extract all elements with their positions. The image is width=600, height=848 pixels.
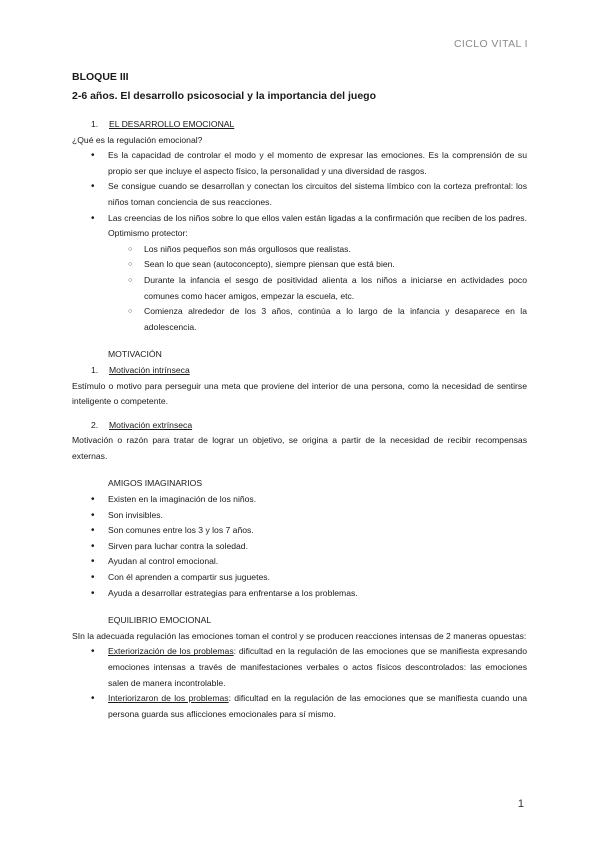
intrinsic-heading bbox=[72, 363, 527, 379]
list-item: ○ Durante la infancia el sesgo de positividad alienta a los niños a iniciarse en actividades poco comunes como hacer amigos, empezar la escuela, etc. bbox=[72, 273, 527, 304]
section-title: EL DESARROLLO EMOCIONAL bbox=[109, 119, 235, 129]
emotional-regulation-list bbox=[72, 148, 527, 242]
definition: : dificultad en la regulación de las emociones que se manifiesta cuando una persona guarda sus aflicciones emocionales para sí mismo. bbox=[108, 693, 528, 719]
list-item: • Son comunes entre los 3 y los 7 años. bbox=[72, 523, 527, 539]
imaginary-friends-title: AMIGOS IMAGINARIOS bbox=[108, 478, 203, 489]
list-item: • Ayudan al control emocional. bbox=[72, 554, 527, 570]
question-text: ¿Qué es la regulación emocional? bbox=[72, 134, 203, 145]
intrinsic-title: Motivación intrínseca bbox=[109, 364, 190, 375]
list-item: • Con él aprenden a compartir sus juguetes. bbox=[72, 570, 527, 586]
list-item: ○ Comienza alrededor de los 3 años, continúa a lo largo de la infancia y desaparece en la adolescencia. bbox=[72, 304, 527, 335]
intrinsic-text: Estímulo o motivo para perseguir una meta que proviene del interior de una persona, como la necesidad de sentirse inteligente o competente. bbox=[72, 380, 527, 407]
section-number: 1. bbox=[91, 119, 99, 129]
list-item: ○ Sean lo que sean (autoconcepto), siempre piensan que está bien. bbox=[72, 257, 527, 273]
extrinsic-title: Motivación extrínseca bbox=[109, 419, 193, 430]
page-header: CICLO VITAL I bbox=[453, 38, 528, 50]
list-item: • Sirven para luchar contra la soledad. bbox=[72, 539, 527, 555]
imaginary-friends-list bbox=[72, 492, 527, 601]
list-item: • Existen en la imaginación de los niños. bbox=[72, 492, 527, 508]
emotional-balance-title: EQUILIBRIO EMOCIONAL bbox=[108, 615, 212, 626]
section-number: 1. bbox=[91, 364, 99, 375]
list-item: • Son invisibles. bbox=[72, 508, 527, 524]
protective-optimism-list bbox=[72, 242, 527, 336]
list-item bbox=[72, 691, 527, 722]
emotional-balance-intro: SIn la adecuada regulación las emociones toman el control y se producen reacciones intensas de 2 maneras opuestas: bbox=[72, 630, 527, 641]
page-subtitle: 2-6 años. El desarrollo psicosocial y la importancia del juego bbox=[72, 90, 377, 102]
list-item: • Se consigue cuando se desarrollan y conectan los circuitos del sistema límbico con la corteza prefrontal: los niños toman conciencia de sus reacciones. bbox=[72, 179, 527, 210]
term: Interiorizaron de los problemas bbox=[108, 693, 229, 704]
definition: : dificultad en la regulación de las emociones que se manifiesta expresando emociones intensas a través de manifestaciones verbales o actos físicos descontrolados: las emociones salen de manera incontrolable. bbox=[108, 646, 527, 688]
list-item: • Es la capacidad de controlar el modo y el momento de expresar las emociones. Es la comprensión de su propio ser que incluye el aspecto físico, la personalidad y una diversidad de rasgos. bbox=[72, 148, 527, 179]
page-number: 1 bbox=[517, 798, 524, 810]
extrinsic-text: Motivación o razón para tratar de lograr un objetivo, se origina a partir de la necesidad de recibir recompensas externas. bbox=[72, 435, 527, 461]
list-item: • Ayuda a desarrollar estrategias para enfrentarse a los problemas. bbox=[72, 586, 527, 602]
extrinsic-heading bbox=[72, 418, 527, 434]
motivation-title: MOTIVACIÓN bbox=[108, 349, 162, 360]
list-item bbox=[72, 644, 527, 691]
block-title: BLOQUE III bbox=[72, 71, 129, 83]
emotional-balance-list bbox=[72, 644, 527, 722]
list-item: • Las creencias de los niños sobre lo que ellos valen están ligadas a la confirmación que reciben de los padres. Optimismo protector: bbox=[72, 211, 527, 242]
list-item: ○ Los niños pequeños son más orgullosos que realistas. bbox=[72, 242, 527, 258]
section-number: 2. bbox=[91, 419, 99, 430]
document-body bbox=[72, 70, 527, 722]
section-heading-emotional-development bbox=[72, 117, 527, 133]
term: Exteriorización de los problemas bbox=[108, 646, 234, 657]
